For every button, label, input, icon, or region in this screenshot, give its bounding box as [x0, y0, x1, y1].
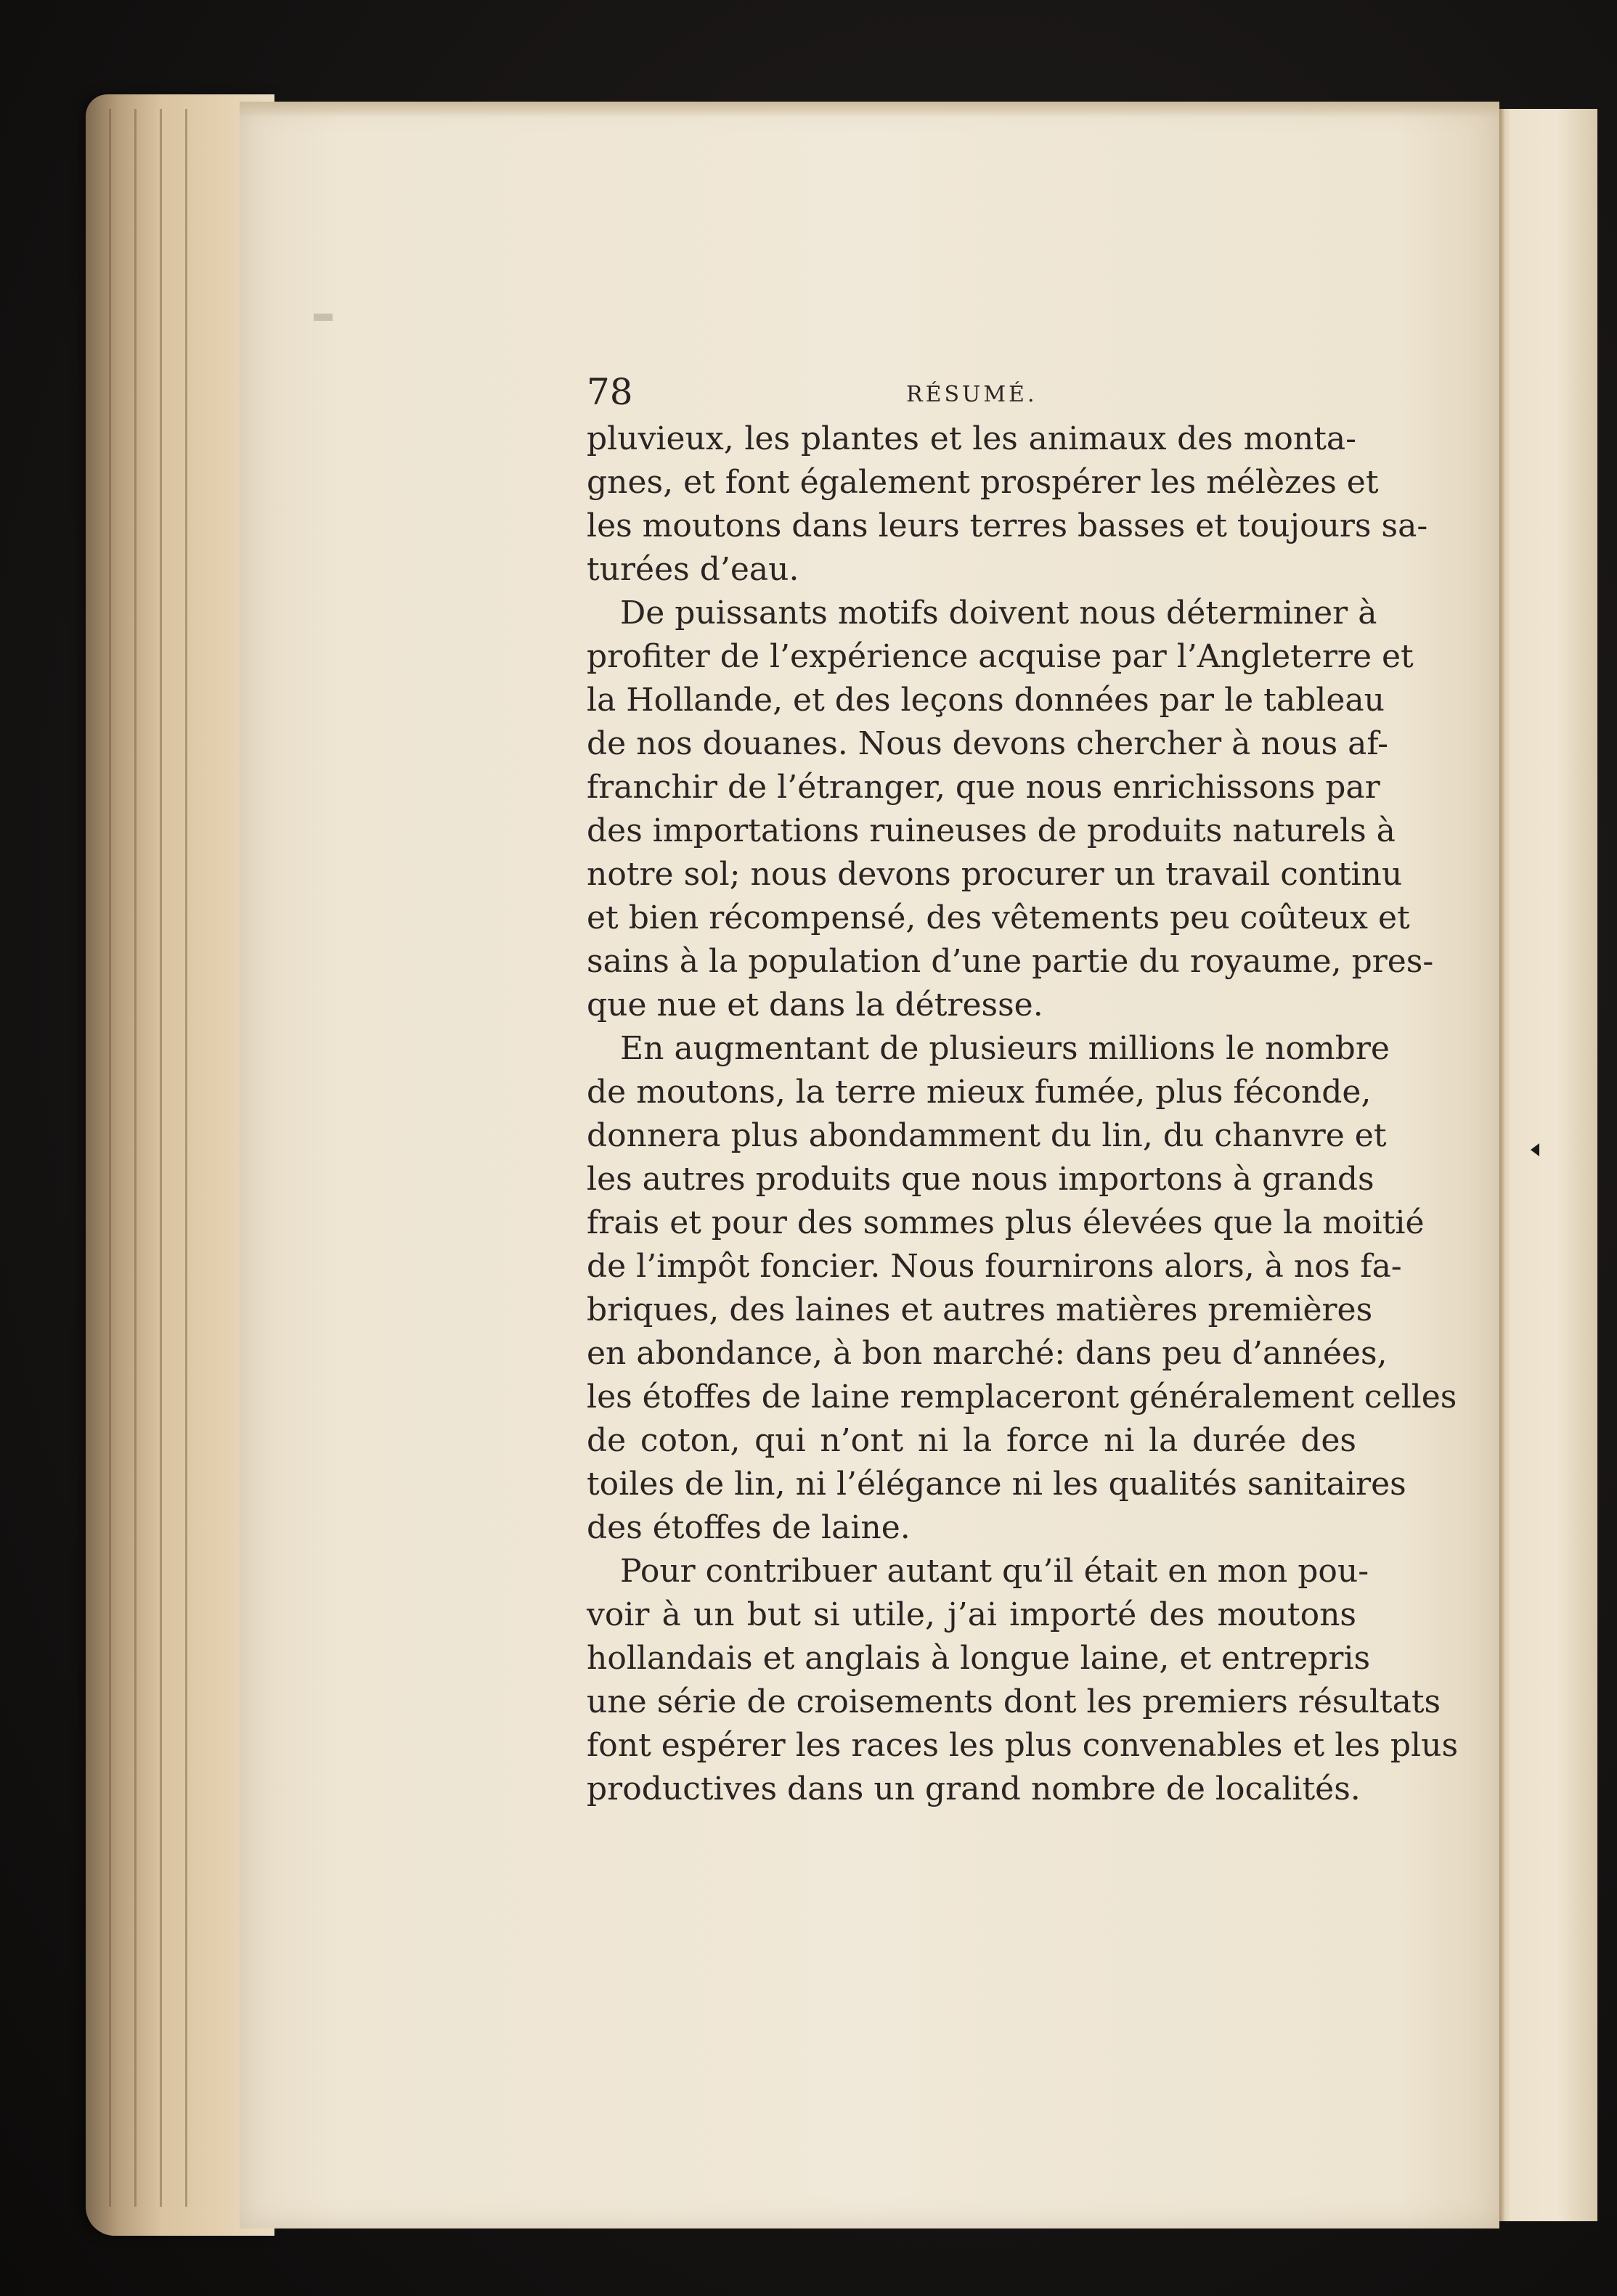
running-head: RÉSUMÉ.	[906, 382, 1038, 407]
text-line: gnes, et font également prospérer les mélèzes et	[587, 464, 1379, 501]
text-line: toiles de lin, ni l’élégance ni les qualités sanitaires	[587, 1466, 1406, 1503]
text-line: Pour contribuer autant qu’il était en mon pou-	[620, 1553, 1369, 1590]
text-line: de coton, qui n’ont ni la force ni la durée des	[587, 1422, 1356, 1459]
text-line: hollandais et anglais à longue laine, et entrepris	[587, 1640, 1371, 1677]
text-line: profiter de l’expérience acquise par l’Angleterre et	[587, 638, 1414, 675]
text-line: des importations ruineuses de produits naturels à	[587, 812, 1396, 849]
text-line: en abondance, à bon marché: dans peu d’années,	[587, 1335, 1388, 1372]
text-line: que nue et dans la détresse.	[587, 986, 1043, 1024]
text-line: les étoffes de laine remplaceront généralement celles	[587, 1378, 1457, 1415]
text-line: la Hollande, et des leçons données par le tableau	[587, 682, 1385, 719]
text-line: de l’impôt foncier. Nous fournirons alors, à nos fa-	[587, 1248, 1402, 1285]
text-line: de moutons, la terre mieux fumée, plus féconde,	[587, 1074, 1372, 1111]
text-line: franchir de l’étranger, que nous enrichissons par	[587, 769, 1380, 806]
text-line: les autres produits que nous importons à grands	[587, 1161, 1374, 1198]
page-top-shadow	[240, 102, 1499, 118]
text-line: briques, des laines et autres matières premières	[587, 1291, 1373, 1328]
text-line: une série de croisements dont les premiers résultats	[587, 1683, 1441, 1720]
text-line: productives dans un grand nombre de localités.	[587, 1770, 1361, 1807]
text-line: de nos douanes. Nous devons chercher à nous af-	[587, 725, 1388, 762]
page-header	[587, 367, 1356, 417]
text-line: et bien récompensé, des vêtements peu coûteux et	[587, 899, 1410, 936]
page-edge-line	[185, 109, 187, 2207]
page-edge-line	[109, 109, 111, 2207]
page-number: 78	[587, 371, 633, 413]
text-line: les moutons dans leurs terres basses et toujours sa-	[587, 507, 1428, 544]
text-line: des étoffes de laine.	[587, 1509, 911, 1546]
text-line: voir à un but si utile, j’ai importé des moutons	[587, 1596, 1356, 1633]
text-line: turées d’eau.	[587, 551, 799, 588]
text-line: En augmentant de plusieurs millions le nombre	[620, 1030, 1390, 1067]
paper-mark	[314, 314, 333, 321]
text-line: De puissants motifs doivent nous déterminer à	[620, 595, 1377, 632]
text-line: font espérer les races les plus convenables et les plus	[587, 1727, 1459, 1764]
text-line: donnera plus abondamment du lin, du chanvre et	[587, 1117, 1387, 1154]
page-edge-line	[134, 109, 137, 2207]
facing-page-edge	[1496, 109, 1597, 2221]
page-text-block	[587, 367, 1459, 1811]
page-edge-line	[160, 109, 162, 2207]
body-text	[587, 417, 1459, 1811]
text-line: notre sol; nous devons procurer un travail continu	[587, 856, 1403, 893]
text-line: sains à la population d’une partie du royaume, pres-	[587, 943, 1434, 980]
text-line: frais et pour des sommes plus élevées que la moitié	[587, 1204, 1425, 1241]
text-line: pluvieux, les plantes et les animaux des monta-	[587, 420, 1356, 457]
margin-marker-icon	[1531, 1143, 1539, 1156]
